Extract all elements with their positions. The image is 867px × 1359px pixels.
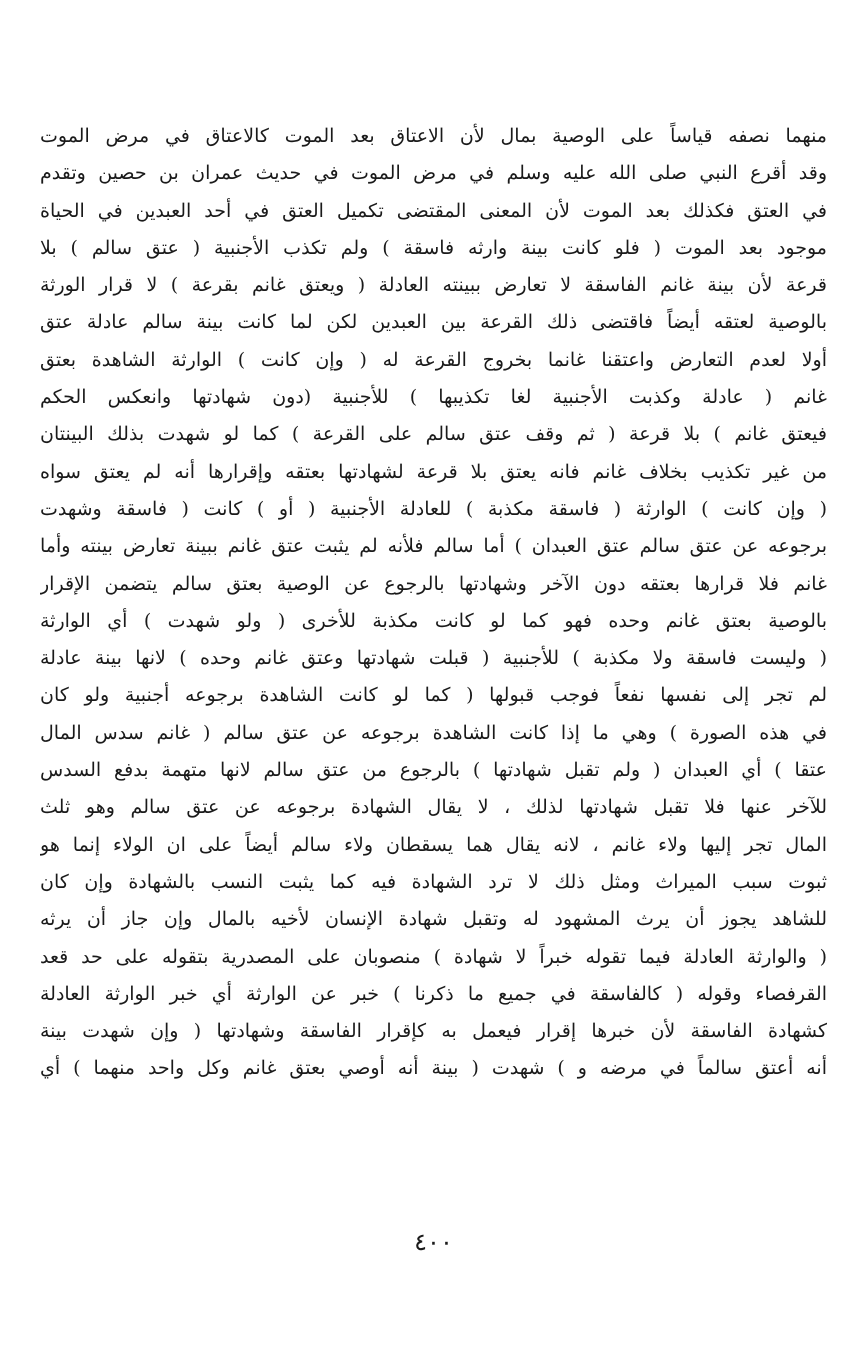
text-line: بالوصية لعتقه أيضاً فاقتضى ذلك القرعة بين العبدين لكن لما كانت بينة سالم عادلة عتق (40, 311, 827, 334)
text-line: ثبوت سبب الميراث ومثل ذلك لا ترد الشهادة فيه كما يثبت النسب بالشهادة وإن كان (40, 870, 827, 893)
text-line: برجوعه عن عتق سالم عتق العبدان ) أما سالم فلأنه لم يثبت عتق غانم ببينة تعارض بينته وأما (40, 535, 827, 558)
text-line: ( والوارثة العادلة فيما تقوله خبراً لا شهادة ) منصوبان على المصدرية بتقوله على حد قعد (40, 945, 827, 968)
text-line: عتقا ) أي العبدان ( ولم تقبل شهادتها ) بالرجوع من عتق سالم لانها متهمة بدفع السدس (40, 759, 827, 782)
text-line: وقد أقرع النبي صلى الله عليه وسلم في مرض الموت في حديث عمران بن حصين وتقدم (40, 162, 827, 185)
text-line: في هذه الصورة ) وهي ما إذا كانت الشاهدة برجوعه عن عتق سالم ( غانم سدس المال (40, 721, 827, 744)
text-line: فيعتق غانم ) بلا قرعة ( ثم وقف عتق سالم على القرعة ) كما لو شهدت بذلك البينتان (40, 423, 827, 446)
text-line: غانم ( عادلة وكذبت الأجنبية لغا تكذيبها ) للأجنبية (دون شهادتها وانعكس الحكم (40, 386, 827, 409)
text-line: غانم فلا قرارها بعتقه دون الآخر وشهادتها بالرجوع عن الوصية بعتق سالم يتضمن الإقرار (40, 572, 827, 595)
text-line: ( وإن كانت ) الوارثة ( فاسقة مكذبة ) للعادلة الأجنبية ( أو ) كانت ( فاسقة وشهدت (40, 497, 827, 520)
text-line: موجود بعد الموت ( فلو كانت بينة وارثه فاسقة ) ولم تكذب الأجنبية ( عتق سالم ) بلا (40, 236, 827, 259)
text-line: للشاهد يجوز أن يرث المشهود له وتقبل شهادة الإنسان لأخيه بالمال وإن جاز أن يرثه (40, 908, 827, 931)
text-line: بالوصية بعتق غانم وحده فهو كما لو كانت مكذبة للأخرى ( ولو شهدت ) أي الوارثة (40, 609, 827, 632)
text-line: للآخر عنها فلا تقبل شهادتها لذلك ، لا يقال الشهادة برجوعه عن عتق سالم وهو ثلث (40, 796, 827, 819)
text-line: أنه أعتق سالماً في مرضه و ) شهدت ( بينة أنه أوصي بعتق غانم وكل واحد منهما ) أي (40, 1057, 827, 1080)
text-line: في العتق فكذلك بعد الموت لأن المعنى المقتضى تكميل العتق في أحد العبدين في الحياة (40, 199, 827, 222)
text-line: المال تجر إليها ولاء غانم ، لانه يقال هما يسقطان ولاء سالم أيضاً على ان الولاء إنما هو (40, 833, 827, 856)
body-text (40, 118, 827, 1088)
page-number: ٤٠٠ (414, 1228, 453, 1256)
text-line: من غير تكذيب بخلاف غانم فانه يعتق بلا قرعة لشهادتها بعتقه وإقرارها أنه لم يعتق سواه (40, 460, 827, 483)
text-line: قرعة لأن بينة غانم الفاسقة لا تعارض ببينته العادلة ( ويعتق غانم بقرعة ) لا قرار الورثة (40, 274, 827, 297)
text-line: ( وليست فاسقة ولا مكذبة ) للأجنبية ( قبلت شهادتها وعتق غانم وحده ) لانها بينة عادلة (40, 647, 827, 670)
text-line: كشهادة الفاسقة لأن خبرها إقرار فيعمل به كإقرار الفاسقة وشهادتها ( وإن شهدت بينة (40, 1020, 827, 1043)
text-line: القرفصاء وقوله ( كالفاسقة في جميع ما ذكرنا ) خبر عن الوارثة أي خبر الوارثة العادلة (40, 982, 827, 1005)
text-line: أولا لعدم التعارض واعتقنا غانما بخروج القرعة له ( وإن كانت ) الوارثة الشاهدة بعتق (40, 348, 827, 371)
text-line: منهما نصفه قياساً على الوصية بمال لأن الاعتاق بعد الموت كالاعتاق في مرض الموت (40, 125, 827, 147)
text-line: لم تجر إلى نفسها نفعاً فوجب قبولها ( كما لو كانت الشاهدة برجوعه أجنبية ولو كان (40, 684, 827, 707)
